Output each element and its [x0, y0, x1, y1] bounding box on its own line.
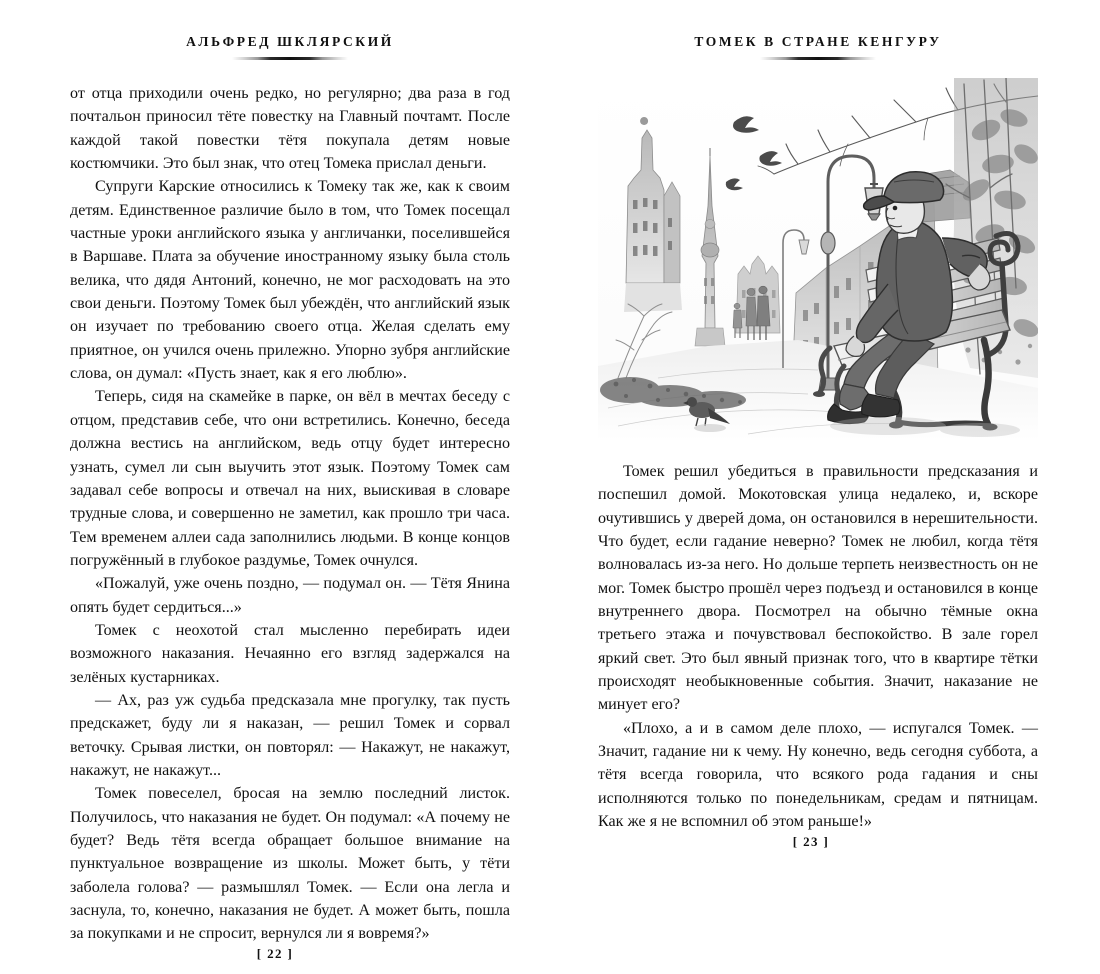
right-body-column — [598, 460, 1038, 834]
left-running-head-rule — [232, 57, 348, 60]
illustration-container — [598, 78, 1038, 440]
paragraph: Супруги Карские относились к Томеку так же, как к своим детям. Единственное различие было в том, что Томек посещал частные уроки английского языка у англичанки, поселившейся в Варшаве. Плата за обучение иностранному языку была столь велика, что дядя Антоний, конечно, не мог расходовать на это свои деньги. Поэтому Томек был убеждён, что английский язык он изучает по требованию своего отца. Желая сделать ему приятное, он учился очень прилежно. Упорно зубря английские слова, он думал: «Пусть знает, как я его люблю». — [70, 178, 510, 383]
right-page — [550, 0, 1100, 849]
left-running-head — [70, 34, 510, 60]
right-running-head-rule — [760, 57, 876, 60]
left-body-column — [70, 82, 510, 946]
paragraph: от отца приходили очень редко, но регулярно; два раза в год почтальон приносил тёте повестку на Главный почтамт. После каждой такой повестки тётя покупала детям новые костюмчики. Это был знак, что отец Томека прислал деньги. — [70, 85, 510, 173]
paragraph: «Пожалуй, уже очень поздно, — подумал он. — Тётя Янина опять будет сердиться...» — [70, 575, 510, 616]
left-page — [0, 0, 550, 961]
paragraph: Томек решил убедиться в правильности предсказания и поспешил домой. Мокотовская улица недалеко, и, вскоре очутившись у дверей дома, он остановился в нерешительности. Что будет, если гадание неверно? Томек не любил, когда тётя волновалась из-за него. Но дольше терпеть неизвестность он не мог. Томек быстро прошёл через подъезд и остановился в конце внутреннего двора. Посмотрел на обычно тёмные окна третьего этажа и почувствовал беспокойство. В зале горел яркий свет. Это был явный признак того, что в квартире тётки происходят необыкновенные события. Значит, наказание не минует его? — [598, 463, 1038, 714]
paragraph: Теперь, сидя на скамейке в парке, он вёл в мечтах беседу с отцом, представив себе, что они встретились. Конечно, беседа должна вестись на английском, ведь отцу будет интересно узнать, сумел ли сын выучить этот язык. Поэтому Томек сам задавал себе вопросы и отвечал на них, выискивая в словаре трудные слова, и совершенно не заметил, как прошло три часа. Тем временем аллеи сада заполнились людьми. В конце концов погружённый в глубокое раздумье, Томек очнулся. — [70, 388, 510, 569]
paragraph: Томек с неохотой стал мысленно перебирать идеи возможного наказания. Нечаянно его взгляд задержался на зелёных кустарниках. — [70, 621, 510, 686]
paragraph: «Плохо, а и в самом деле плохо, — испугался Томек. — Значит, гадание ни к чему. Ну конечно, ведь сегодня суббота, а тётя всегда говорила, что всякого рода гадания и сны исполняются только по понедельникам, средам и пятницам. Как же я не вспомнил об этом раньше!» — [598, 719, 1038, 831]
left-running-head-title: АЛЬФРЕД ШКЛЯРСКИЙ — [186, 34, 394, 49]
boy-on-park-bench-illustration — [598, 78, 1038, 440]
paragraph: — Ах, раз уж судьба предсказала мне прогулку, так пусть предскажет, буду ли я наказан, — решил Томек и сорвал веточку. Срывая листки, он повторял: — Накажут, не накажут, накажут, не накажут... — [70, 691, 510, 779]
boy-eye — [893, 206, 898, 211]
right-running-head-title: ТОМЕК В СТРАНЕ КЕНГУРУ — [694, 34, 942, 49]
right-running-head — [598, 34, 1038, 60]
left-page-folio: [ 22 ] — [256, 945, 294, 961]
paragraph: Томек повеселел, бросая на землю последний листок. Получилось, что наказания не будет. Он подумал: «А почему не будет? Ведь тётя всегда обращает большое внимание на пунктуальное возвращение из школы. Может быть, у тёти заболела голова? — размышлял Томек. — Если она легла и заснула, то, конечно, наказания не будет. А может быть, пошла за покупками и не спросит, вернулся ли я вовремя?» — [70, 785, 510, 943]
right-page-folio: [ 23 ] — [792, 833, 830, 849]
